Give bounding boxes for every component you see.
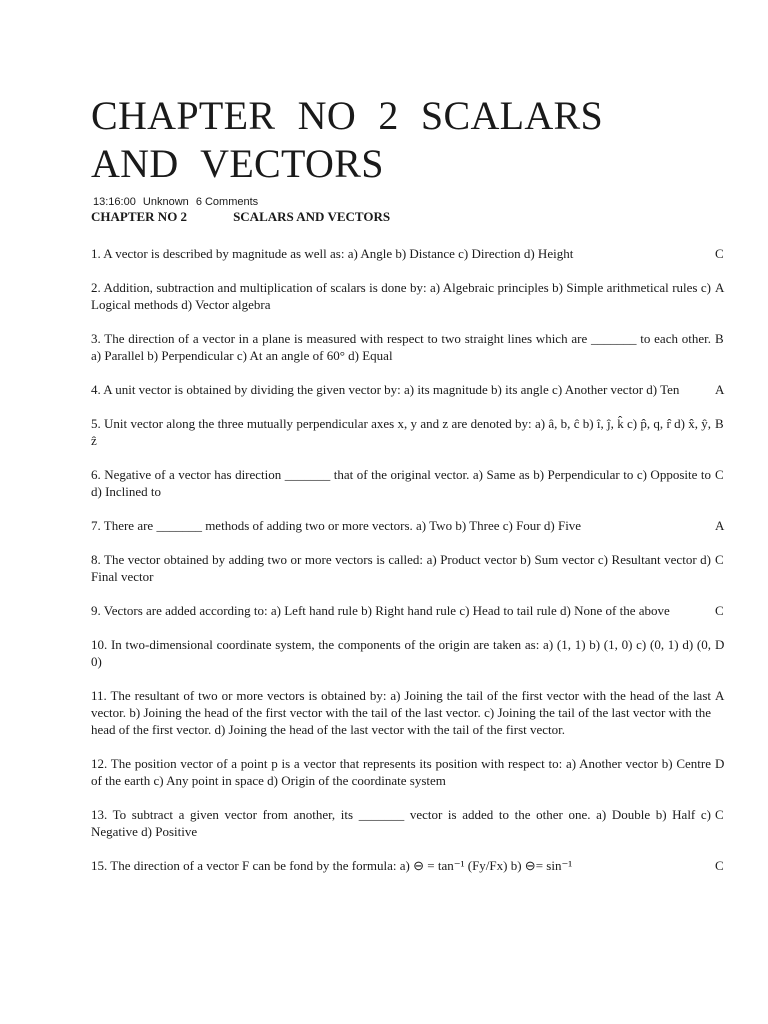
question-item xyxy=(91,517,727,534)
post-author-link[interactable]: Unknown xyxy=(142,196,189,208)
question-text: 8. The vector obtained by adding two or more vectors is called: a) Product vector b) Sum vector c) Resultant vector d) Final vector xyxy=(91,552,711,584)
answer-key: A xyxy=(715,382,725,397)
question-item xyxy=(91,245,727,262)
answer-key: A xyxy=(715,280,725,295)
question-text: 1. A vector is described by magnitude as well as: a) Angle b) Distance c) Direction d) Height xyxy=(91,246,574,261)
question-text: 11. The resultant of two or more vectors is obtained by: a) Joining the tail of the first vector with the head of the last vector. b) Joining the head of the first vector with the tail of the last vector. c) Joining the tail of the last vector with the head of the first vector. d) Joining the head of the last vector with the tail of the first vector. xyxy=(91,688,711,737)
answer-key: C xyxy=(715,552,724,567)
answer-key: C xyxy=(715,467,724,482)
answer-key: C xyxy=(715,246,724,261)
answer-key: D xyxy=(715,756,725,771)
question-item xyxy=(91,636,727,670)
question-text: 9. Vectors are added according to: a) Left hand rule b) Right hand rule c) Head to tail rule d) None of the above xyxy=(91,603,670,618)
question-text: 2. Addition, subtraction and multiplication of scalars is done by: a) Algebraic principles b) Simple arithmetical rules c) Logical methods d) Vector algebra xyxy=(91,280,711,312)
question-item xyxy=(91,551,727,585)
answer-key: B xyxy=(715,416,724,431)
question-item xyxy=(91,466,727,500)
question-text: 4. A unit vector is obtained by dividing the given vector by: a) its magnitude b) its angle c) Another vector d) Ten xyxy=(91,382,680,397)
page-title: CHAPTER NO 2 SCALARS AND VECTORS xyxy=(91,93,604,186)
post-meta xyxy=(93,195,262,209)
question-item xyxy=(91,330,727,364)
answer-key: C xyxy=(715,603,724,618)
chapter-topic: SCALARS AND VECTORS xyxy=(233,209,391,224)
chapter-label: CHAPTER NO 2 xyxy=(91,209,188,224)
question-text: 6. Negative of a vector has direction _______ that of the original vector. a) Same as b) Perpendicular to c) Opposite to d) Inclined to xyxy=(91,467,711,499)
answer-key: A xyxy=(715,518,725,533)
question-item xyxy=(91,755,727,789)
question-item xyxy=(91,806,727,840)
answer-key: B xyxy=(715,331,724,346)
question-text: 15. The direction of a vector F can be fond by the formula: a) ⊖ = tan⁻¹ (Fy/Fx) b) ⊖= sin⁻¹ xyxy=(91,858,573,873)
question-item xyxy=(91,857,727,874)
question-text: 10. In two-dimensional coordinate system, the components of the origin are taken as: a) (1, 1) b) (1, 0) c) (0, 1) d) (0, 0) xyxy=(91,637,711,669)
answer-key: A xyxy=(715,688,725,703)
question-item xyxy=(91,415,727,449)
question-item xyxy=(91,381,727,398)
question-item xyxy=(91,279,727,313)
answer-key: C xyxy=(715,807,724,822)
question-text: 5. Unit vector along the three mutually perpendicular axes x, y and z are denoted by: a) â, b, ĉ b) î, ĵ, k̂ c) p̂, q, r̂ d) x̂, ŷ, ẑ xyxy=(91,416,711,448)
question-item xyxy=(91,687,727,738)
question-text: 3. The direction of a vector in a plane is measured with respect to two straight lines which are _______ to each other. a) Parallel b) Perpendicular c) At an angle of 60° d) Equal xyxy=(91,331,711,363)
comments-link[interactable]: 6 Comments xyxy=(195,196,259,208)
question-list xyxy=(91,245,727,891)
question-item xyxy=(91,602,727,619)
question-text: 7. There are _______ methods of adding two or more vectors. a) Two b) Three c) Four d) Five xyxy=(91,518,582,533)
question-text: 12. The position vector of a point p is a vector that represents its position with respect to: a) Another vector b) Centre of the earth c) Any point in space d) Origin of the coordinate system xyxy=(91,756,711,788)
answer-key: D xyxy=(715,637,725,652)
section-heading xyxy=(91,209,390,225)
answer-key: C xyxy=(715,858,724,873)
post-time: 13:16:00 xyxy=(93,196,136,208)
question-text: 13. To subtract a given vector from another, its _______ vector is added to the other one. a) Double b) Half c) Negative d) Positive xyxy=(91,807,711,839)
